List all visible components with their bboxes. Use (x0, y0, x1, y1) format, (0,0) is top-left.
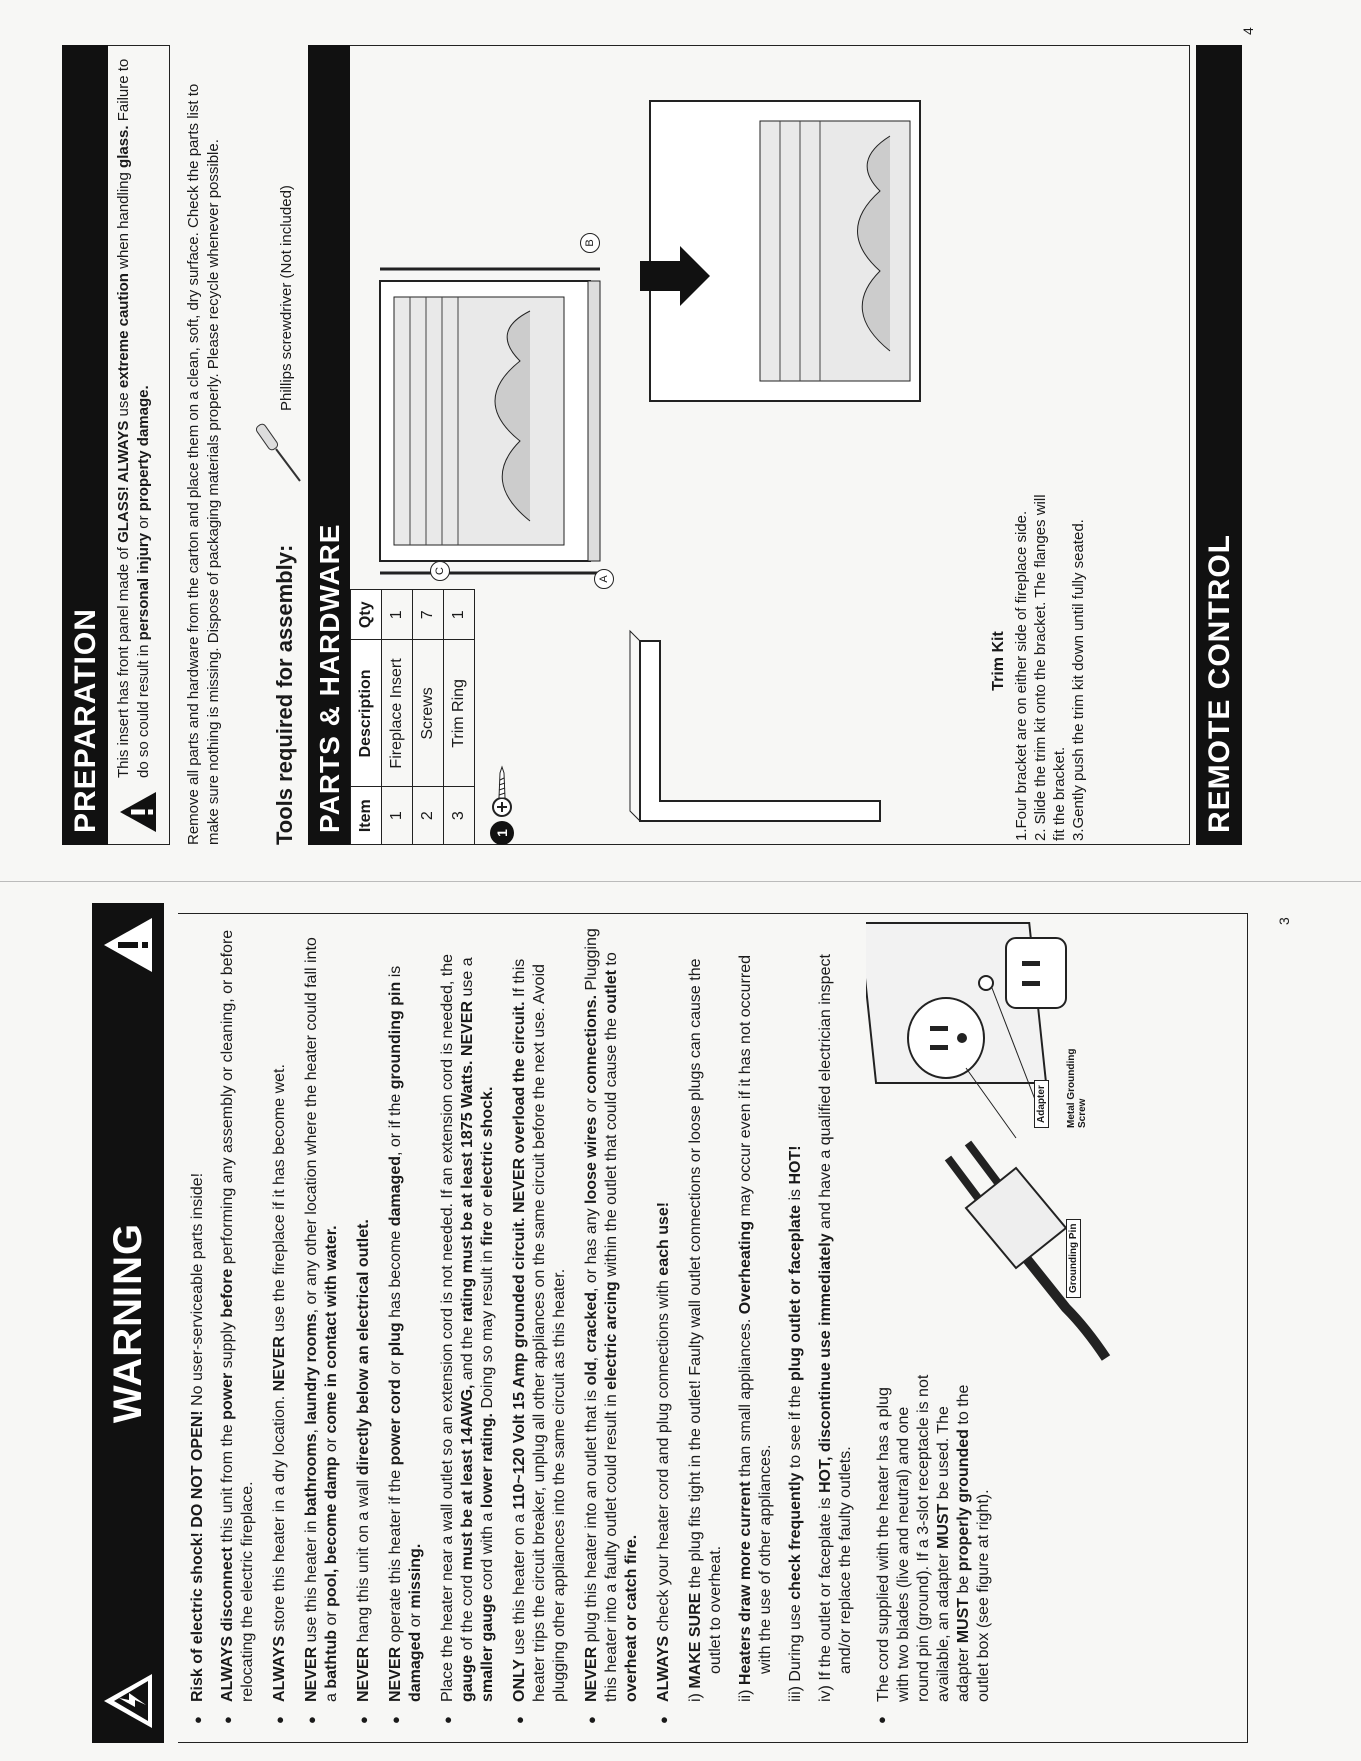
text-run: or (387, 1356, 404, 1380)
text-run: connections. (583, 994, 600, 1094)
intro-line: ● Risk of electric shock! DO NOT OPEN! No user-serviceable parts inside! (189, 1172, 206, 1724)
warning-bullet (218, 928, 258, 1728)
text-run: NEVER (303, 1646, 320, 1702)
text-run: than small appliances. (737, 1314, 754, 1482)
text-run: MUST (955, 1597, 972, 1644)
text-run: properly grounded (955, 1429, 972, 1572)
check-sub-item (736, 928, 776, 1702)
text-run: ALWAYS (655, 1635, 672, 1702)
table-row (413, 590, 444, 845)
text-run: when handling (115, 167, 132, 274)
text-run: plug this heater into an outlet that is (583, 1385, 600, 1647)
screwdriver-icon (256, 419, 306, 489)
text-run: be (955, 1571, 972, 1598)
parts-table-header (351, 590, 382, 845)
text-run: is (787, 1184, 804, 1205)
text-run: use (115, 388, 132, 421)
text-run: and have a qualified electrician inspect and/or replace the faulty outlets. (817, 954, 854, 1674)
text-run: bathtub (323, 1630, 340, 1689)
text-run: to see if the (787, 1380, 804, 1473)
parts-hardware-banner (308, 45, 350, 845)
text-run: Overheating (737, 1220, 754, 1315)
parts-heading: PARTS & HARDWARE (314, 523, 345, 833)
text-run: come in contact with water. (323, 1225, 340, 1434)
text-run: store this heater in a dry location. (271, 1391, 288, 1636)
page-number-left: 3 (1276, 917, 1292, 925)
warning-bullet (438, 928, 498, 1728)
warning-bullet (354, 928, 374, 1728)
text-run: the plug fits tight in the outlet! Faulty wall outlet connections or loose plugs can cause the outlet to overheat. (687, 958, 724, 1674)
adapter-label: Adapter (1034, 1080, 1049, 1128)
table-cell: 1 (382, 590, 413, 640)
text-run: cracked (583, 1291, 600, 1353)
text-run: or (583, 1093, 600, 1117)
text-run: or (479, 1197, 496, 1221)
text-run: lower rating. (479, 1413, 496, 1509)
grounding-pin-label: Grounding Pin (1066, 1219, 1081, 1298)
parts-table-body (382, 590, 475, 845)
text-run: hang this unit on a wall (355, 1475, 372, 1647)
text-run: bathrooms (303, 1433, 320, 1517)
text-run: or (407, 1608, 424, 1632)
text-run: The cord supplied with the heater has a plug with two blades (live and neutral) and one round pin (ground). If a 3-slot receptacle is not available, an adapter (875, 1374, 952, 1702)
text-run: plug (387, 1322, 404, 1357)
callout-a: A (594, 569, 614, 589)
text-run: this unit from the (219, 1419, 236, 1547)
text-run: of the cord (459, 1570, 476, 1655)
text-run: property damage. (135, 385, 152, 512)
text-run: electric arcing (603, 1281, 620, 1390)
table-cell: 7 (413, 590, 444, 640)
tool-name: Phillips screwdriver (Not included) (278, 185, 295, 411)
text-run: use the fireplace if it has become wet. (271, 1064, 288, 1337)
cord-section: The cord supplied with the heater has a plug with two blades (live and neutral) and one round pin (ground). If a 3-slot receptacle is not available, an adapter MUST be used. The adapter MUST be properly grounded to the outlet box (see figure at right). ● Grounding Pin Adapter Metal Grounding Screw (866, 928, 1126, 1728)
text-run: use a (459, 957, 476, 1001)
text-run: to the outlet box (see figure at right). (955, 1384, 992, 1702)
text-run: overheat or catch fire. (623, 1534, 640, 1702)
remote-heading: REMOTE CONTROL (1203, 534, 1236, 833)
text-run: must be at least 14AWG, (459, 1384, 476, 1571)
text-run: performing any assembly or cleaning, or before relocating the electric fireplace. (219, 929, 256, 1702)
warning-page (0, 881, 1361, 1761)
text-run: rating must be at least 1875 Watts. NEVER (459, 1000, 476, 1323)
warning-bullet (582, 928, 642, 1728)
text-run: , or has any (583, 1203, 600, 1292)
caution-icon (118, 790, 158, 834)
text-run: power (219, 1372, 236, 1420)
text-run: , or any other location where the heater could fall into a (303, 937, 340, 1702)
warning-bullet (386, 928, 426, 1728)
table-cell: 3 (444, 787, 475, 845)
text-run: Failure to do so could result in (115, 58, 152, 778)
check-sub-list (686, 928, 856, 1702)
text-run: electric shock. (479, 1086, 496, 1198)
trim-kit-step: 2. Slide the trim kit onto the bracket. The flanges will fit the bracket. (1032, 494, 1068, 841)
text-run: MUST (935, 1503, 952, 1549)
text-run: NEVER (355, 1646, 372, 1702)
text-run: operate this heater if the (387, 1465, 404, 1647)
text-run: outlet (603, 970, 620, 1014)
text-run: glass. (115, 125, 132, 168)
warning-banner (92, 903, 164, 1743)
table-row (444, 590, 475, 845)
warning-bullet (510, 928, 570, 1728)
warning-body (178, 913, 1248, 1743)
warning-bullet (654, 928, 674, 1728)
text-run: grounding pin (387, 981, 404, 1090)
text-run: check frequently (787, 1472, 804, 1600)
text-run: cord with a (479, 1508, 496, 1595)
table-cell: 2 (413, 787, 444, 845)
text-run: , (583, 1352, 600, 1362)
parts-table (350, 589, 475, 845)
text-run: extreme caution (115, 273, 132, 389)
callout-c: C (430, 561, 450, 581)
text-run: Doing so may result in (479, 1245, 496, 1413)
text-run: use this heater on a (511, 1509, 528, 1660)
text-run: Plugging this heater into a faulty outlet could result in (583, 928, 620, 1702)
cord-note (874, 1372, 994, 1728)
text-run: HOT, discontinue use immediately (817, 1233, 834, 1493)
text-run: and the (459, 1322, 476, 1385)
table-row (382, 590, 413, 845)
check-sub-item (786, 928, 806, 1702)
text-run: supply (219, 1317, 236, 1373)
text-run: plug outlet or faceplate (787, 1204, 804, 1381)
text-run: NEVER (271, 1336, 288, 1392)
page-number-right: 4 (1240, 27, 1256, 35)
text-run: damaged (407, 1631, 424, 1702)
step-number-badge: 1 (490, 821, 514, 845)
trim-ring-illustration (620, 621, 900, 841)
text-run: old (583, 1361, 600, 1386)
table-cell: Trim Ring (444, 640, 475, 787)
preparation-banner (62, 45, 108, 845)
text-run: ALWAYS disconnect (219, 1547, 236, 1702)
text-run: to (603, 952, 620, 971)
trim-kit-section (990, 481, 1088, 841)
callout-b: B (580, 233, 600, 253)
warning-bullet (270, 928, 290, 1728)
remove-text: Remove all parts and hardware from the carton and place them on a clean, soft, dry surface. Check the parts list to make sure nothing is missing. Dispose of packaging materials properly. Please recycle whenever possible. (185, 83, 222, 845)
table-cell: Fireplace Insert (382, 640, 413, 787)
table-header-cell: Qty (351, 590, 382, 640)
text-run: NEVER (583, 1646, 600, 1702)
text-run: loose wires (583, 1116, 600, 1204)
text-run: gauge (459, 1654, 476, 1702)
warning-bullet (302, 928, 342, 1728)
text-run: laundry rooms (303, 1313, 320, 1425)
text-run: check your heater cord and plug connections with (655, 1275, 672, 1636)
plug-adapter-figure (866, 908, 1116, 1368)
preparation-title: PREPARATION (69, 608, 102, 833)
preparation-page (0, 1, 1361, 881)
intro-bold: Risk of electric shock! DO NOT OPEN! (189, 1410, 206, 1702)
table-header-cell: Item (351, 787, 382, 845)
trim-kit-step: 3.Gently push the trim kit down until fully seated. (1070, 519, 1087, 841)
trim-kit-step: 1.Four bracket are on either side of fireplace side. (1013, 510, 1030, 841)
check-sub-item (816, 928, 856, 1702)
tools-heading: Tools required for assembly: (272, 544, 297, 845)
text-run: GLASS! ALWAYS (115, 420, 132, 543)
fireplace-insert-illustration (360, 251, 620, 581)
warning-title: WARNING (106, 1222, 150, 1424)
text-run: damaged (387, 1155, 404, 1227)
text-run: power cord (387, 1379, 404, 1466)
text-run: personal injury (135, 532, 152, 641)
text-run: use this heater in (303, 1516, 320, 1647)
text-run: Place the heater near a wall outlet so an extension cord is not needed. If an extension cord is needed, the (439, 953, 456, 1702)
text-run: may occur even if it has not occurred with the use of other appliances. (737, 955, 774, 1674)
text-run: be used. The adapter (935, 1406, 972, 1702)
text-run: ALWAYS (271, 1635, 288, 1702)
text-run: before (219, 1268, 236, 1318)
text-run: i) (687, 1688, 704, 1702)
remote-control-banner (1196, 45, 1242, 845)
text-run: or (323, 1606, 340, 1630)
text-run: fire (479, 1220, 496, 1246)
text-run: within the outlet that could cause the (603, 1013, 620, 1282)
text-run: If this heater trips the circuit breaker, unplug all other appliances on the same circuit before the next use. Avoid plugging other appliances into the same circuit as this heater. (511, 958, 568, 1702)
text-run: ii) (737, 1685, 754, 1702)
check-sub-item (686, 928, 726, 1702)
text-run: NEVER (387, 1646, 404, 1702)
text-run: , or if the (387, 1089, 404, 1156)
metal-grounding-screw-label: Metal Grounding Screw (1066, 1048, 1088, 1128)
caution-box (108, 45, 170, 845)
screw-icon (490, 765, 514, 817)
text-run: HOT! (787, 1145, 804, 1185)
intro-rest: No user-serviceable parts inside! (189, 1172, 206, 1411)
text-run: 110~120 Volt 15 Amp grounded circuit. NEVER overload the circuit. (511, 1001, 528, 1510)
text-run: iii) During use (787, 1599, 804, 1702)
caution-text (114, 56, 154, 778)
table-header-cell: Description (351, 640, 382, 787)
text-run: MAKE SURE (687, 1592, 704, 1689)
table-cell: 1 (444, 590, 475, 640)
text-run: iv) If the outlet or faceplate is (817, 1493, 834, 1702)
text-run: , (303, 1424, 320, 1434)
text-run: ONLY (511, 1659, 528, 1702)
warning-bullet-list (218, 928, 674, 1728)
text-run: directly below an electrical outlet. (355, 1219, 372, 1476)
table-cell: Screws (413, 640, 444, 787)
text-run: or (135, 511, 152, 533)
trim-installed-illustration (640, 61, 970, 421)
text-run: missing. (407, 1543, 424, 1609)
text-run: This insert has front panel made of (115, 542, 132, 778)
text-run: is (387, 965, 404, 982)
text-run: pool, become damp (323, 1456, 340, 1607)
text-run: smaller gauge (479, 1594, 496, 1702)
text-run: each use! (655, 1201, 672, 1276)
text-run: or (323, 1433, 340, 1457)
exclamation-icon (101, 915, 155, 975)
table-cell: 1 (382, 787, 413, 845)
text-run: Heaters draw more current (737, 1481, 754, 1686)
text-run: has become (387, 1226, 404, 1323)
trim-kit-title: Trim Kit (990, 631, 1007, 691)
